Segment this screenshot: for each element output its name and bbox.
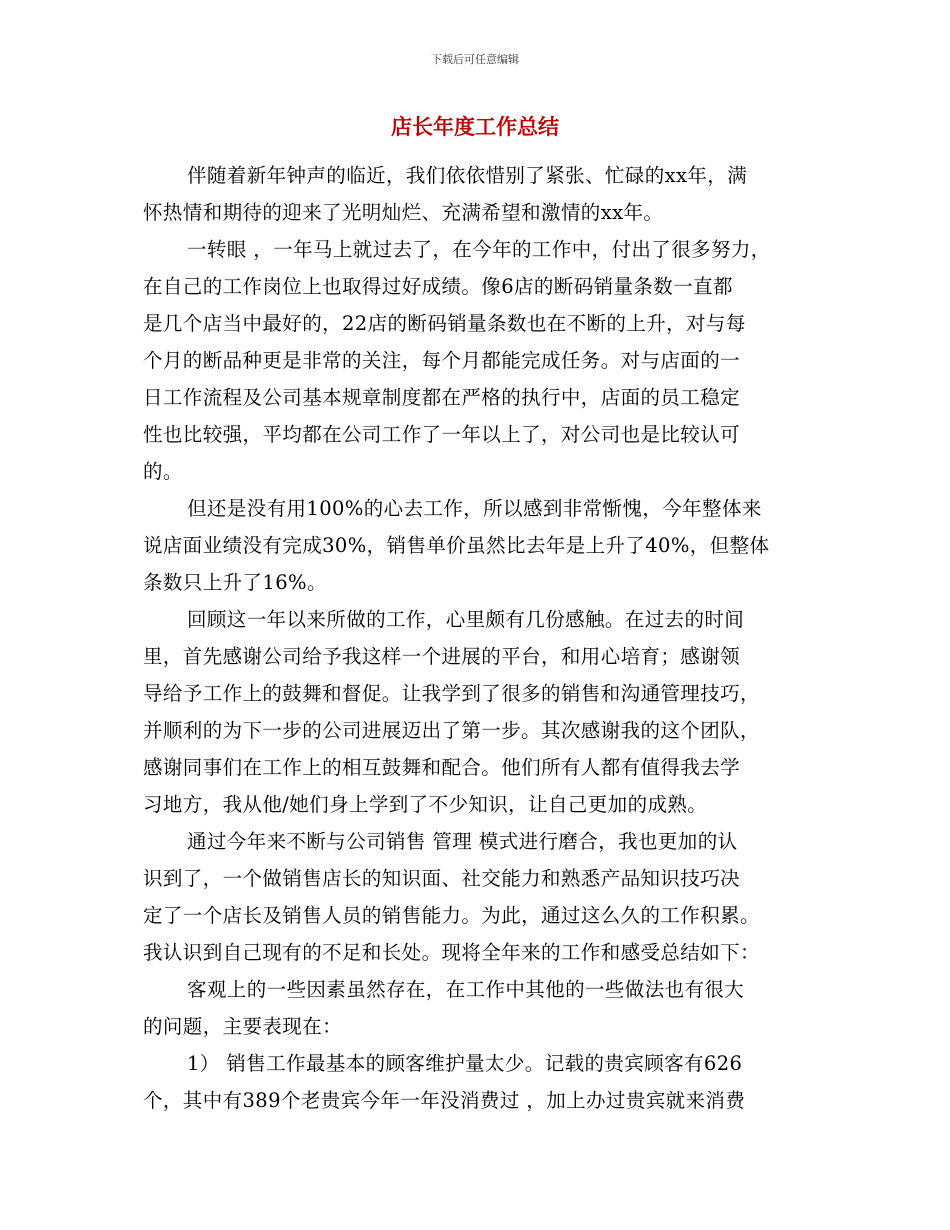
body-text-line: 识到了，一个做销售店长的知识面、社交能力和熟悉产品知识技巧决 xyxy=(143,867,741,890)
body-text-line: 客观上的一些因素虽然存在，在工作中其他的一些做法也有很大 xyxy=(187,978,745,1001)
body-text-line: 1） 销售工作最基本的顾客维护量太少。记载的贵宾顾客有626 xyxy=(187,1052,743,1075)
body-text-line: 是几个店当中最好的，22店的断码销量条数也在不断的上升，对与每 xyxy=(143,312,746,335)
body-text-line: 一转眼 ，一年马上就过去了，在今年的工作中，付出了很多努力， xyxy=(187,238,771,261)
body-text-line: 的。 xyxy=(143,460,183,483)
body-text-line: 条数只上升了16%。 xyxy=(143,571,327,594)
body-text-line: 习地方，我从他/她们身上学到了不少知识，让自己更加的成熟。 xyxy=(143,793,708,816)
body-text-line: 日工作流程及公司基本规章制度都在严格的执行中，店面的员工稳定 xyxy=(143,386,741,409)
body-text-line: 说店面业绩没有完成30%，销售单价虽然比去年是上升了40%，但整体 xyxy=(143,534,770,557)
page-header-note: 下载后可任意编辑 xyxy=(431,53,519,66)
body-text-line: 的问题，主要表现在： xyxy=(143,1015,343,1038)
document-title: 店长年度工作总结 xyxy=(391,115,559,139)
body-text-line: 定了一个店长及销售人员的销售能力。为此，通过这么久的工作积累。 xyxy=(143,904,760,927)
body-text-line: 但还是没有用100%的心去工作，所以感到非常惭愧，今年整体来 xyxy=(187,497,762,520)
body-text-line: 里，首先感谢公司给予我这样一个进展的平台，和用心培育；感谢领 xyxy=(143,645,741,668)
body-text-line: 怀热情和期待的迎来了光明灿烂、充满希望和激情的xx年。 xyxy=(143,201,664,224)
body-text-line: 个月的断品种更是非常的关注，每个月都能完成任务。对与店面的一 xyxy=(143,349,741,372)
body-text-line: 导给予工作上的鼓舞和督促。让我学到了很多的销售和沟通管理技巧， xyxy=(143,682,760,705)
body-text-line: 我认识到自己现有的不足和长处。现将全年来的工作和感受总结如下： xyxy=(143,941,760,964)
body-text-line: 回顾这一年以来所做的工作，心里颇有几份感触。在过去的时间 xyxy=(187,608,745,631)
body-text-line: 感谢同事们在工作上的相互鼓舞和配合。他们所有人都有值得我去学 xyxy=(143,756,741,779)
body-text-line: 通过今年来不断与公司销售 管理 模式进行磨合，我也更加的认 xyxy=(187,830,738,853)
body-text-line: 伴随着新年钟声的临近，我们依依惜别了紧张、忙碌的xx年，满 xyxy=(187,164,748,187)
body-text-line: 个，其中有389个老贵宾今年一年没消费过 ，加上办过贵宾就来消费 xyxy=(143,1089,746,1112)
document-body xyxy=(143,157,813,1119)
body-text-line: 并顺利的为下一步的公司进展迈出了第一步。其次感谢我的这个团队， xyxy=(143,719,760,742)
body-text-line: 在自己的工作岗位上也取得过好成绩。像6店的断码销量条数一直都 xyxy=(143,275,733,298)
body-text-line: 性也比较强，平均都在公司工作了一年以上了，对公司也是比较认可 xyxy=(143,423,741,446)
